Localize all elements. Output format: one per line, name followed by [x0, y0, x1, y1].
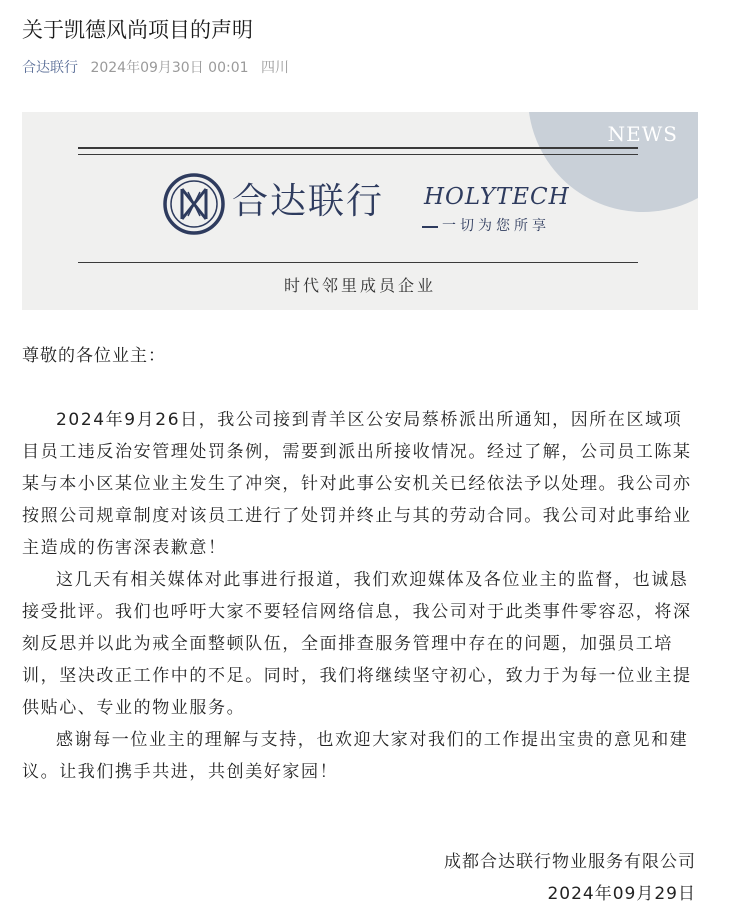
banner-caption: 时代邻里成员企业 [283, 276, 436, 295]
news-label: NEWS [607, 122, 678, 146]
paragraph-incident: 2024年9月26日，我公司接到青羊区公安局蔡桥派出所通知，因所在区域项目员工违反治安管理处罚条例，需要到派出所接收情况。经过了解，公司员工陈某某与本小区某位业主发生了冲突，针对此事公安机关已经依法予以处理。我公司亦按照公司规章制度对该员工进行了处罚并终止与其的劳动合同。我公司对此事给业主造成的伤害深表歉意！ [22, 410, 692, 558]
brand-name-cn: 合达联行 [232, 181, 385, 222]
publish-datetime: 2024年09月30日 00:01 [90, 60, 249, 76]
publish-location: 四川 [260, 60, 289, 76]
banner-top-line-2 [78, 154, 638, 155]
banner-bottom-line [78, 262, 638, 263]
article-body [22, 340, 698, 788]
banner-top-line-1 [78, 147, 638, 149]
article-meta [22, 58, 289, 78]
signature-block [444, 846, 696, 910]
signature-company: 成都合达联行物业服务有限公司 [444, 852, 696, 872]
paragraph-thanks: 感谢每一位业主的理解与支持，也欢迎大家对我们的工作提出宝贵的意见和建议。让我们携手共进，共创美好家园！ [22, 730, 689, 782]
salutation: 尊敬的各位业主： [22, 346, 166, 366]
signature-date: 2024年09月29日 [547, 884, 696, 904]
header-banner-image [22, 112, 698, 310]
slogan-dash [422, 226, 438, 228]
brand-slogan: 一切为您所享 [442, 218, 550, 234]
paragraph-media: 这几天有相关媒体对此事进行报道，我们欢迎媒体及各位业主的监督，也诚恳接受批评。我们也呼吁大家不要轻信网络信息，我公司对于此类事件零容忍，将深刻反思并以此为戒全面整顿队伍，全面排查服务管理中存在的问题，加强员工培训，坚决改正工作中的不足。同时，我们将继续坚守初心，致力于为每一位业主提供贴心、专业的物业服务。 [22, 570, 692, 718]
paragraph-spacer [22, 372, 698, 404]
article-title: 关于凯德风尚项目的声明 [22, 18, 253, 42]
brand-name-en: HOLYTECH [424, 184, 570, 210]
holytech-logo-icon [162, 172, 226, 236]
author-link[interactable]: 合达联行 [22, 60, 78, 76]
